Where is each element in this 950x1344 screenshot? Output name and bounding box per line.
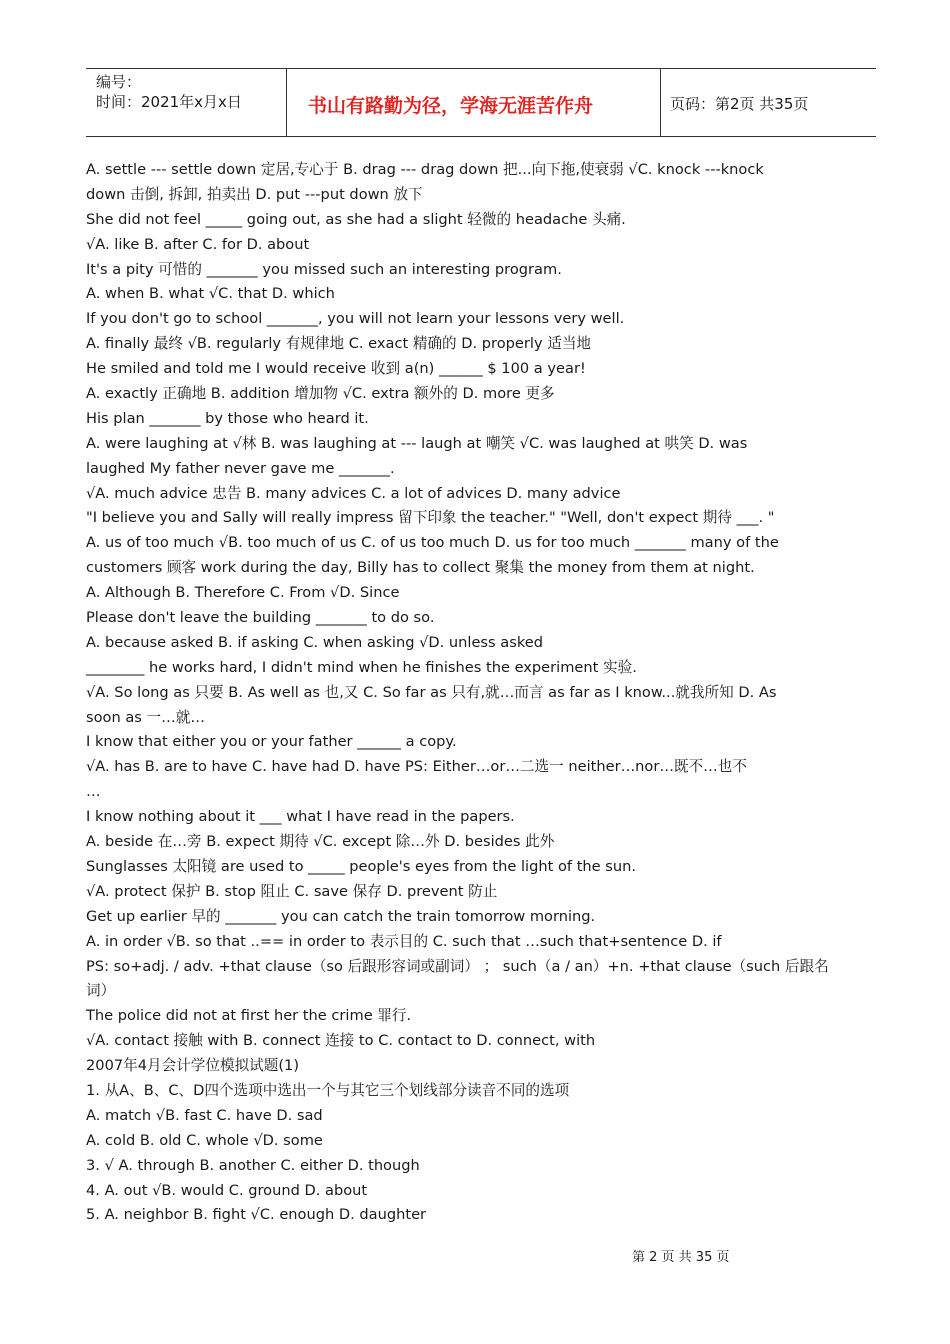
text-line: The police did not at first her the crime 罪行.	[86, 1007, 412, 1025]
text-line: "I believe you and Sally will really impress 留下印象 the teacher." "Well, don't expect 期待 ___. "	[86, 509, 775, 527]
text-line: A. finally 最终 √B. regularly 有规律地 C. exact 精确的 D. properly 适当地	[86, 335, 592, 353]
text-line: His plan _______ by those who heard it.	[86, 409, 369, 427]
text-line: soon as 一…就…	[86, 708, 205, 726]
text-line: A. were laughing at √林 B. was laughing at --- laugh at 嘲笑 √C. was laughed at 哄笑 D. was	[86, 434, 748, 452]
header-motto-cell	[288, 69, 661, 136]
text-line: √A. contact 接触 with B. connect 连接 to C. contact to D. connect, with	[86, 1032, 596, 1050]
text-line: PS: so+adj. / adv. +that clause（so 后跟形容词或副词） ； such（a / an）+n. +that clause（such 后跟名	[86, 957, 829, 975]
text-line: √A. protect 保护 B. stop 阻止 C. save 保存 D. prevent 防止	[86, 882, 498, 900]
text-line: A. cold B. old C. whole √D. some	[86, 1131, 323, 1149]
text-line: A. exactly 正确地 B. addition 增加物 √C. extra 额外的 D. more 更多	[86, 385, 555, 403]
document-body	[86, 158, 876, 1228]
text-line: 词）	[86, 982, 116, 1000]
text-line: √A. has B. are to have C. have had D. have PS: Either…or…二选一 neither…nor…既不…也不	[86, 758, 747, 776]
text-line: A. settle --- settle down 定居,专心于 B. drag --- drag down 把...向下拖,使衰弱 √C. knock ---knock	[86, 161, 764, 178]
text-line: …	[86, 783, 101, 801]
text-line: A. match √B. fast C. have D. sad	[86, 1106, 323, 1124]
text-line: It's a pity 可惜的 _______ you missed such an interesting program.	[86, 260, 562, 278]
id-label: 编号：	[96, 73, 142, 91]
text-line: customers 顾客 work during the day, Billy has to collect 聚集 the money from them at night.	[86, 559, 755, 577]
text-line: A. us of too much √B. too much of us C. of us too much D. us for too much _______ many of the	[86, 534, 779, 552]
page-header	[86, 68, 876, 137]
header-info-cell	[86, 69, 287, 136]
text-line: I know that either you or your father ______ a copy.	[86, 733, 457, 751]
text-line: Get up earlier 早的 _______ you can catch the train tomorrow morning.	[86, 907, 596, 925]
text-line: A. because asked B. if asking C. when asking √D. unless asked	[86, 633, 544, 651]
text-line: √A. like B. after C. for D. about	[86, 235, 310, 253]
text-line: If you don't go to school _______, you will not learn your lessons very well.	[86, 310, 625, 328]
text-line: A. when B. what √C. that D. which	[86, 285, 335, 303]
text-line: √A. So long as 只要 B. As well as 也,又 C. So far as 只有,就…而言 as far as I know...就我所知 D. As	[86, 683, 777, 701]
text-line: A. in order √B. so that ..== in order to 表示目的 C. such that …such that+sentence D. if	[86, 932, 722, 950]
text-line: 5. A. neighbor B. fight √C. enough D. daughter	[86, 1206, 427, 1224]
motto-text: 书山有路勤为径，学海无涯苦作舟	[308, 95, 594, 117]
text-line: 4. A. out √B. would C. ground D. about	[86, 1181, 368, 1199]
text-line: I know nothing about it ___ what I have read in the papers.	[86, 808, 515, 826]
text-line: down 击倒, 拆卸, 拍卖出 D. put ---put down 放下	[86, 185, 423, 203]
text-line: Please don't leave the building _______ to do so.	[86, 609, 435, 627]
text-line: She did not feel _____ going out, as she had a slight 轻微的 headache 头痛.	[86, 210, 626, 228]
text-line: Sunglasses 太阳镜 are used to _____ people's eyes from the light of the sun.	[86, 857, 637, 875]
text-line: laughed My father never gave me _______.	[86, 459, 395, 477]
text-line: A. Although B. Therefore C. From √D. Since	[86, 584, 400, 602]
text-line: 1. 从A、B、C、D四个选项中选出一个与其它三个划线部分读音不同的选项	[86, 1081, 570, 1099]
text-line: ________ he works hard, I didn't mind when he finishes the experiment 实验.	[86, 658, 637, 676]
text-line: He smiled and told me I would receive 收到 a(n) ______ $ 100 a year!	[86, 360, 586, 378]
page-footer: 第 2 页 共 35 页	[632, 1250, 730, 1265]
time-label: 时间：2021年x月x日	[96, 93, 242, 111]
page-info: 页码：第2页 共35页	[670, 95, 809, 113]
section-title: 2007年4月会计学位模拟试题(1)	[86, 1057, 300, 1075]
header-page-cell	[662, 69, 876, 136]
text-line: √A. much advice 忠告 B. many advices C. a lot of advices D. many advice	[86, 484, 621, 502]
text-line: 3. √ A. through B. another C. either D. though	[86, 1156, 420, 1174]
text-line: A. beside 在…旁 B. expect 期待 √C. except 除…外 D. besides 此外	[86, 833, 555, 851]
